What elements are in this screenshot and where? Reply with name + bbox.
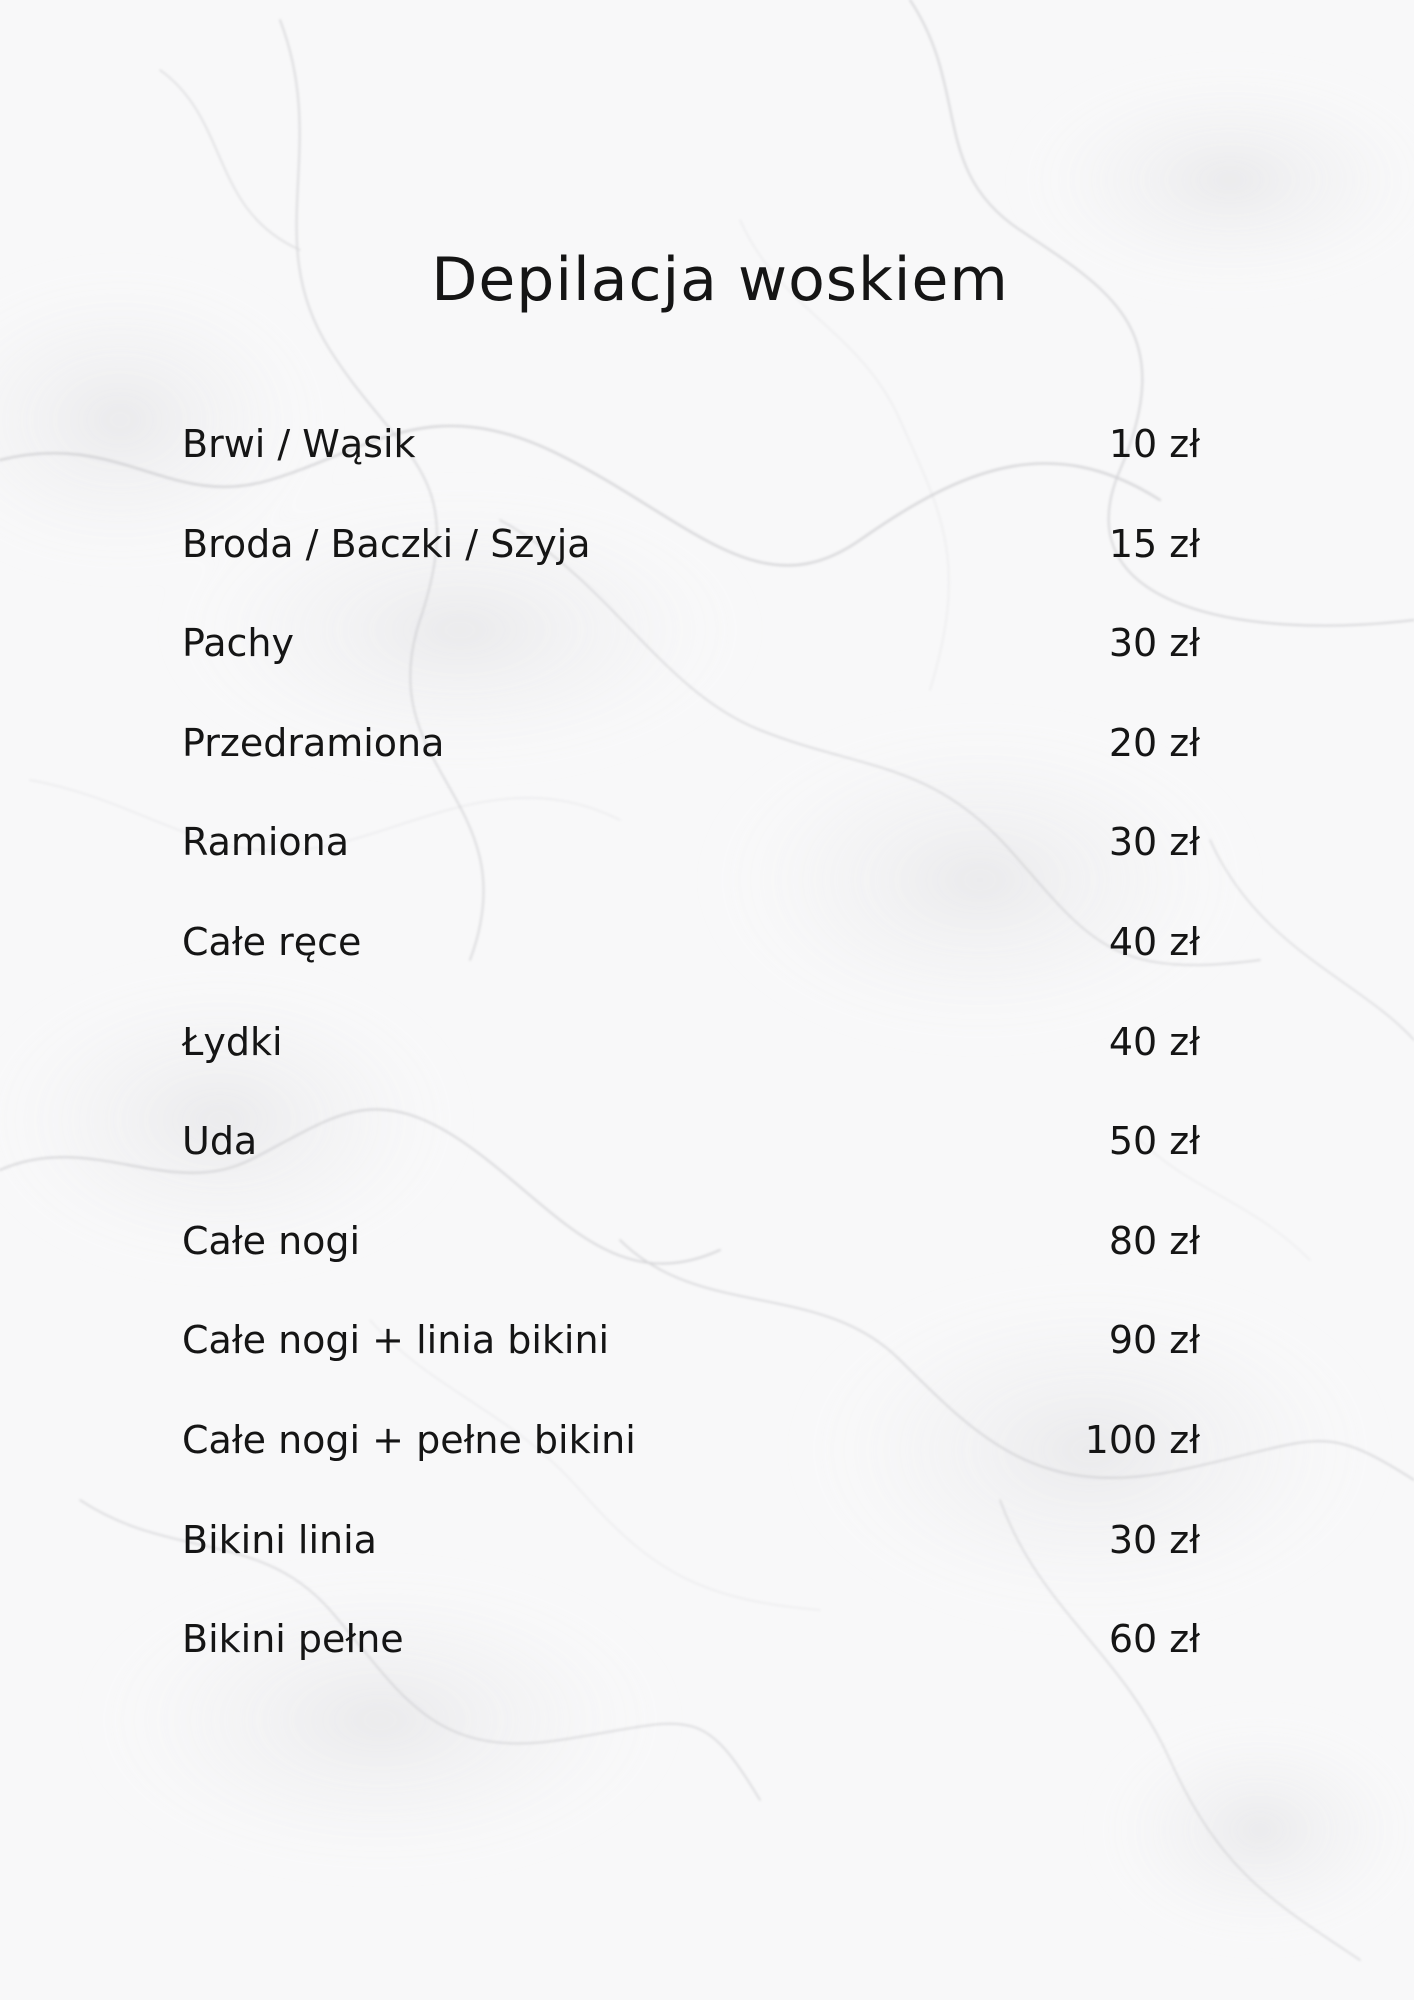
price-row-cale-nogi-linia-bikini [182,1316,1222,1416]
service-name: Uda [182,1119,258,1164]
price-row-bikini-linia [182,1516,1222,1616]
price-list [182,420,1222,1715]
price-row-pachy [182,619,1222,719]
service-price: 90 zł [1108,1318,1200,1363]
service-price: 80 zł [1108,1218,1200,1263]
service-price: 60 zł [1108,1617,1200,1662]
service-name: Przedramiona [182,720,445,765]
service-price: 40 zł [1108,919,1200,964]
service-name: Całe nogi + linia bikini [182,1318,610,1363]
price-row-cale-rece [182,918,1222,1018]
service-price: 100 zł [1084,1417,1200,1462]
service-price: 30 zł [1108,820,1200,865]
price-row-cale-nogi [182,1217,1222,1317]
service-name: Bikini linia [182,1517,377,1562]
price-row-bikini-pelne [182,1615,1222,1715]
service-price: 10 zł [1108,422,1200,466]
service-name: Brwi / Wąsik [182,422,416,466]
service-price: 40 zł [1108,1019,1200,1064]
price-row-uda [182,1117,1222,1217]
page-title: Depilacja woskiem [431,245,1009,315]
price-row-ramiona [182,818,1222,918]
service-price: 15 zł [1108,521,1200,566]
service-name: Całe nogi [182,1218,361,1263]
service-name: Całe ręce [182,919,362,964]
price-row-broda-baczki-szyja [182,520,1222,620]
price-row-przedramiona [182,719,1222,819]
service-name: Bikini pełne [182,1617,404,1662]
service-name: Ramiona [182,820,350,865]
price-row-brwi-wasik [182,420,1222,520]
service-price: 20 zł [1108,720,1200,765]
service-name: Pachy [182,621,294,666]
service-price: 30 zł [1108,1517,1200,1562]
price-row-lydki [182,1018,1222,1118]
service-name: Broda / Baczki / Szyja [182,521,591,566]
service-price: 30 zł [1108,621,1200,666]
service-name: Łydki [182,1019,283,1064]
price-row-cale-nogi-pelne-bikini [182,1416,1222,1516]
service-price: 50 zł [1108,1119,1200,1164]
service-name: Całe nogi + pełne bikini [182,1417,636,1462]
